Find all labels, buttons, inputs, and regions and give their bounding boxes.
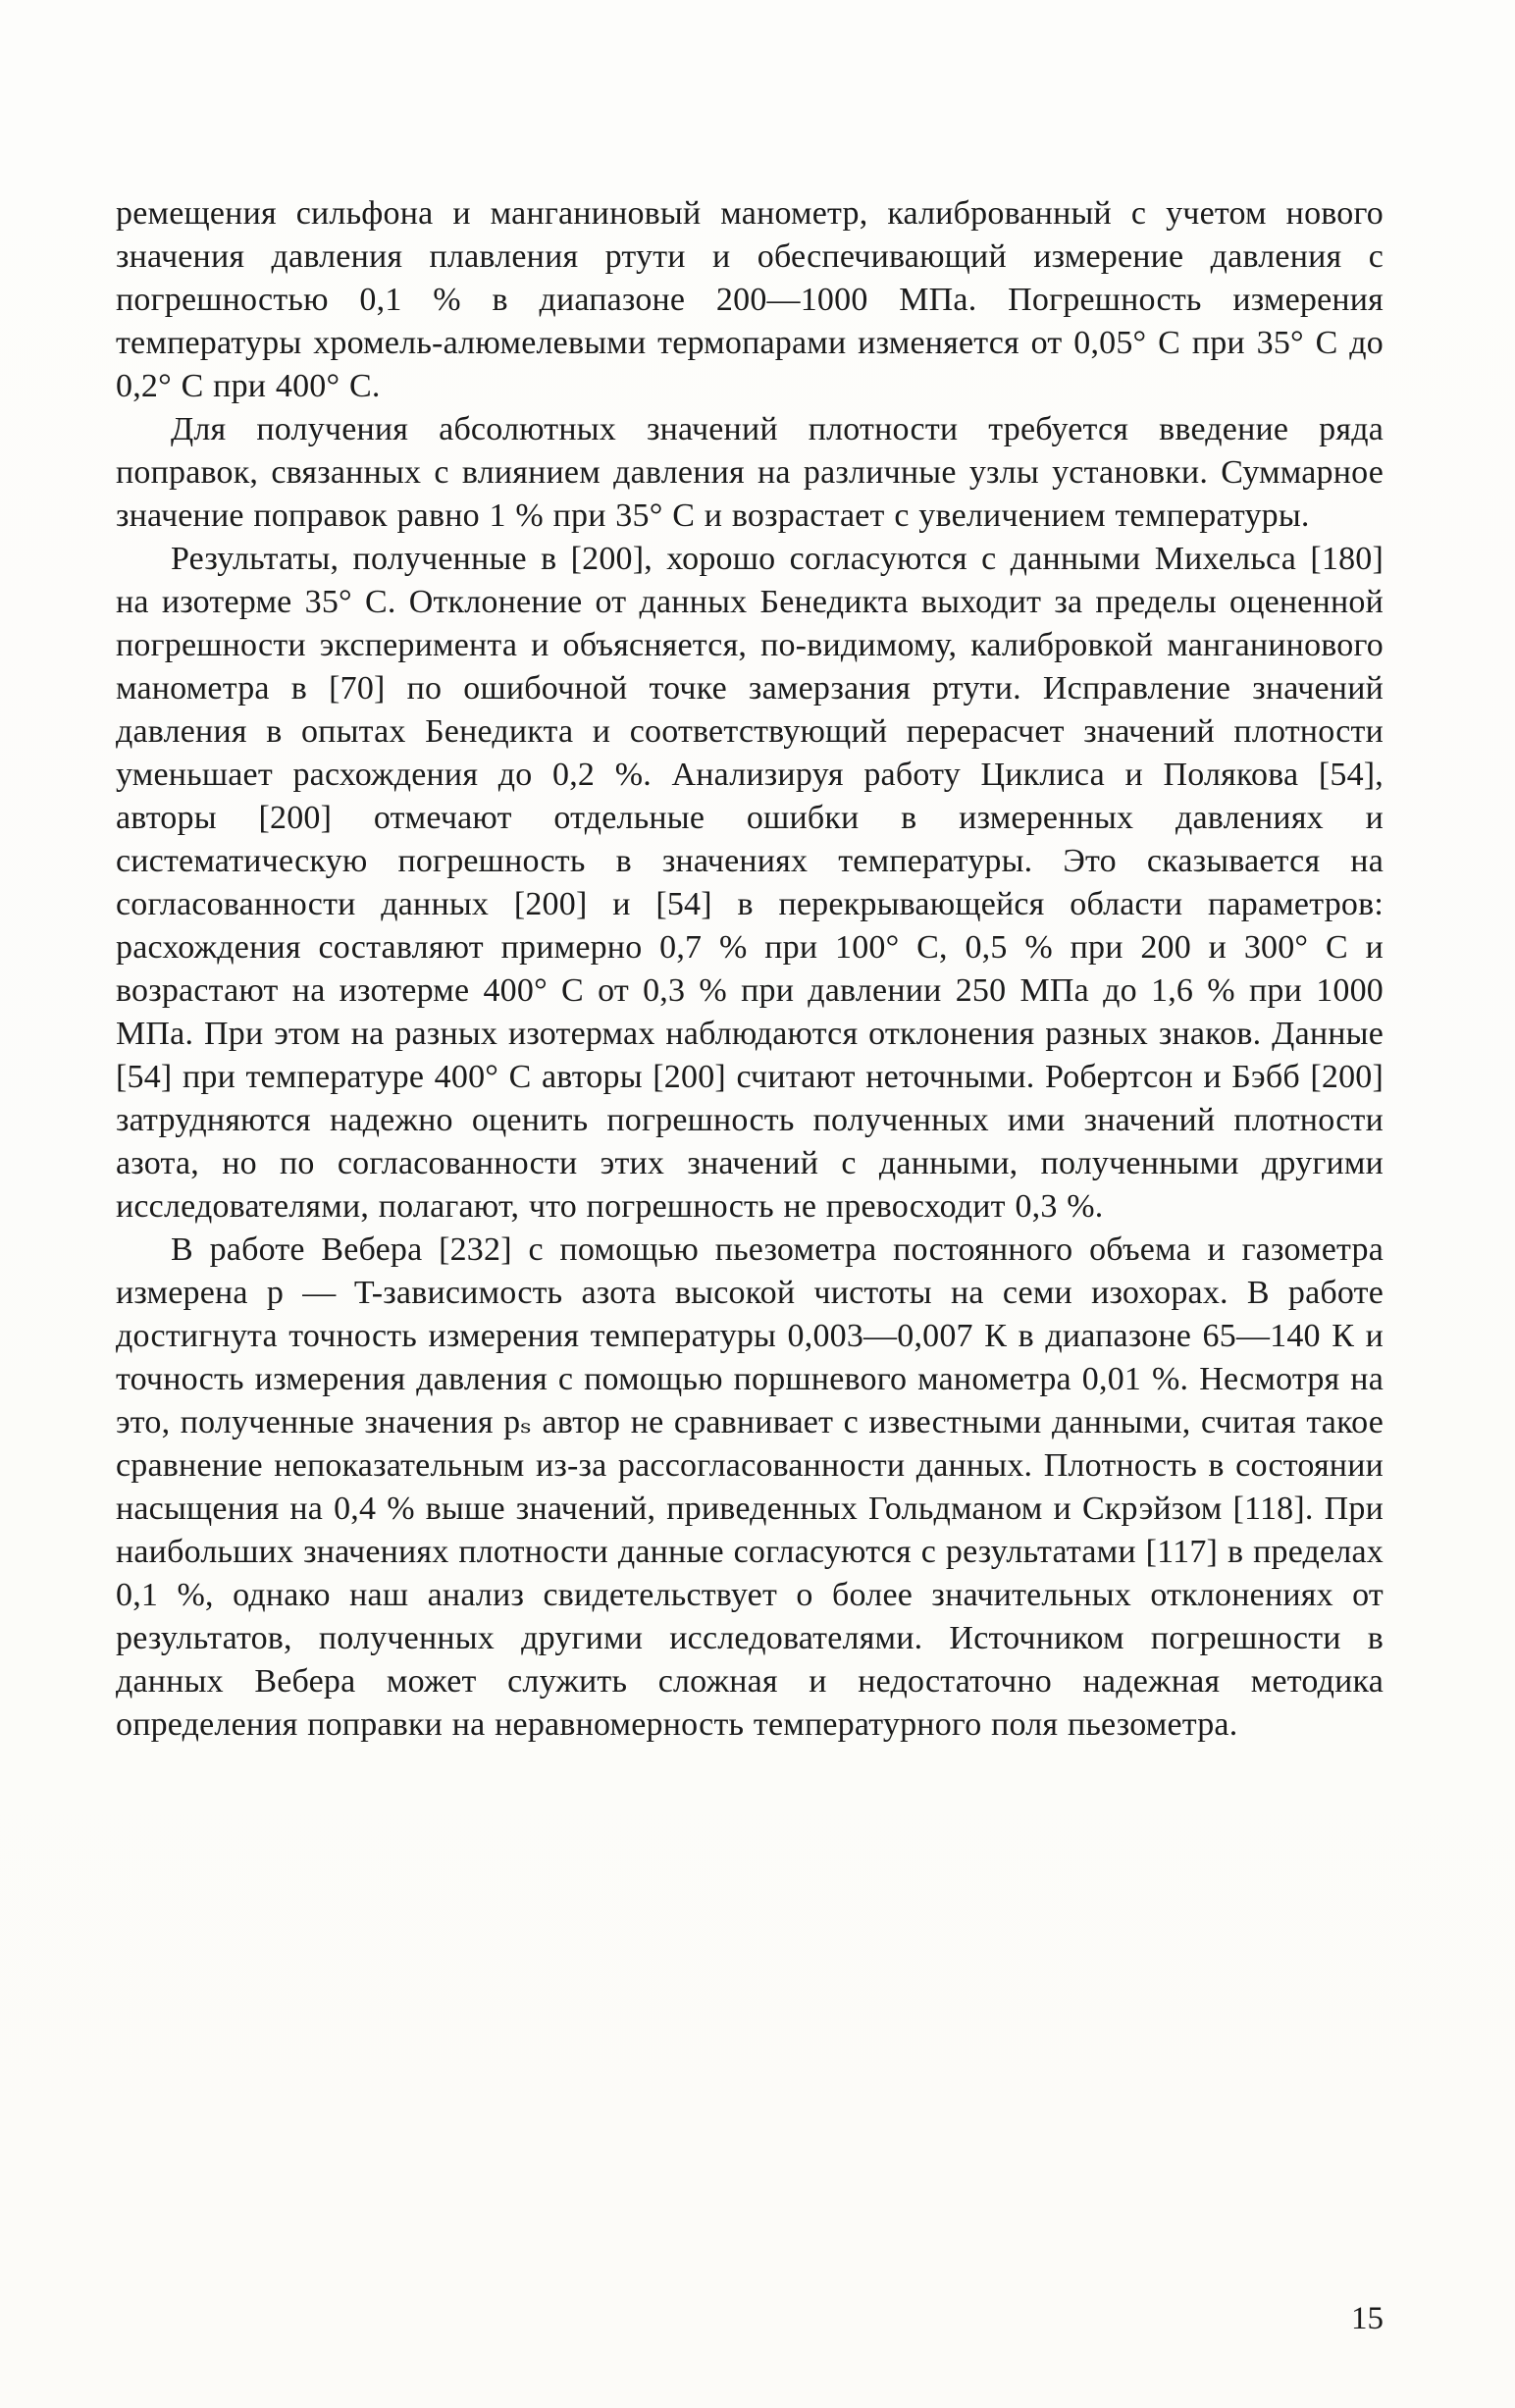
- paragraph: Для получения абсолютных значений плотности требуется введение ряда поправок, связанных с влиянием давления на различные узлы установки. Суммарное значение поправок равно 1 % при 35° С и возрастает с увеличением температуры.: [116, 411, 1384, 534]
- paragraph: Результаты, полученные в [200], хорошо согласуются с данными Михельса [180] на изотерме 35° С. Отклонение от данных Бенедикта выходит за пределы оцененной погрешности эксперимента и объясняется, по-видимому, калибровкой манганинового манометра в [70] по ошибочной точке замерзания ртути. Исправление значений давления в опытах Бенедикта и соответствующий перерасчет значений плотности уменьшает расхождения до 0,2 %. Анализируя работу Циклиса и Полякова [54], авторы [200] отмечают отдельные ошибки в измеренных давлениях и систематическую погрешность в значениях температуры. Это сказывается на согласованности данных [200] и [54] в перекрывающейся области параметров: расхождения составляют примерно 0,7 % при 100° С, 0,5 % при 200 и 300° С и возрастают на изотерме 400° С от 0,3 % при давлении 250 МПа до 1,6 % при 1000 МПа. При этом на разных изотермах наблюдаются отклонения разных знаков. Данные [54] при температуре 400° С авторы [200] считают неточными. Робертсон и Бэбб [200] затрудняются надежно оценить погрешность полученных ими значений плотности азота, но по согласованности этих значений с данными, полученными другими исследователями, полагают, что погрешность не превосходит 0,3 %.: [116, 541, 1384, 1225]
- page-number: 15: [1351, 2301, 1384, 2336]
- paragraph-continuation: ремещения сильфона и манганиновый манометр, калиброванный с учетом нового значения давления плавления ртути и обеспечивающий измерение давления с погрешностью 0,1 % в диапазоне 200—1000 МПа. Погрешность измерения температуры хромель-алюмелевыми термопарами изменяется от 0,05° С при 35° С до 0,2° С при 400° С.: [116, 195, 1384, 404]
- paragraph: В работе Вебера [232] с помощью пьезометра постоянного объема и газометра измерена p — T-зависимость азота высокой чистоты на семи изохорах. В работе достигнута точность измерения температуры 0,003—0,007 К в диапазоне 65—140 К и точность измерения давления с помощью поршневого манометра 0,01 %. Несмотря на это, полученные значения pₛ автор не сравнивает с известными данными, считая такое сравнение непоказательным из-за рассогласованности данных. Плотность в состоянии насыщения на 0,4 % выше значений, приведенных Гольдманом и Скрэйзом [118]. При наибольших значениях плотности данные согласуются с результатами [117] в пределах 0,1 %, однако наш анализ свидетельствует о более значительных отклонениях от результатов, полученных другими исследователями. Источником погрешности в данных Вебера может служить сложная и недостаточно надежная методика определения поправки на неравномерность температурного поля пьезометра.: [116, 1231, 1384, 1743]
- page-text-block: [116, 192, 1384, 1747]
